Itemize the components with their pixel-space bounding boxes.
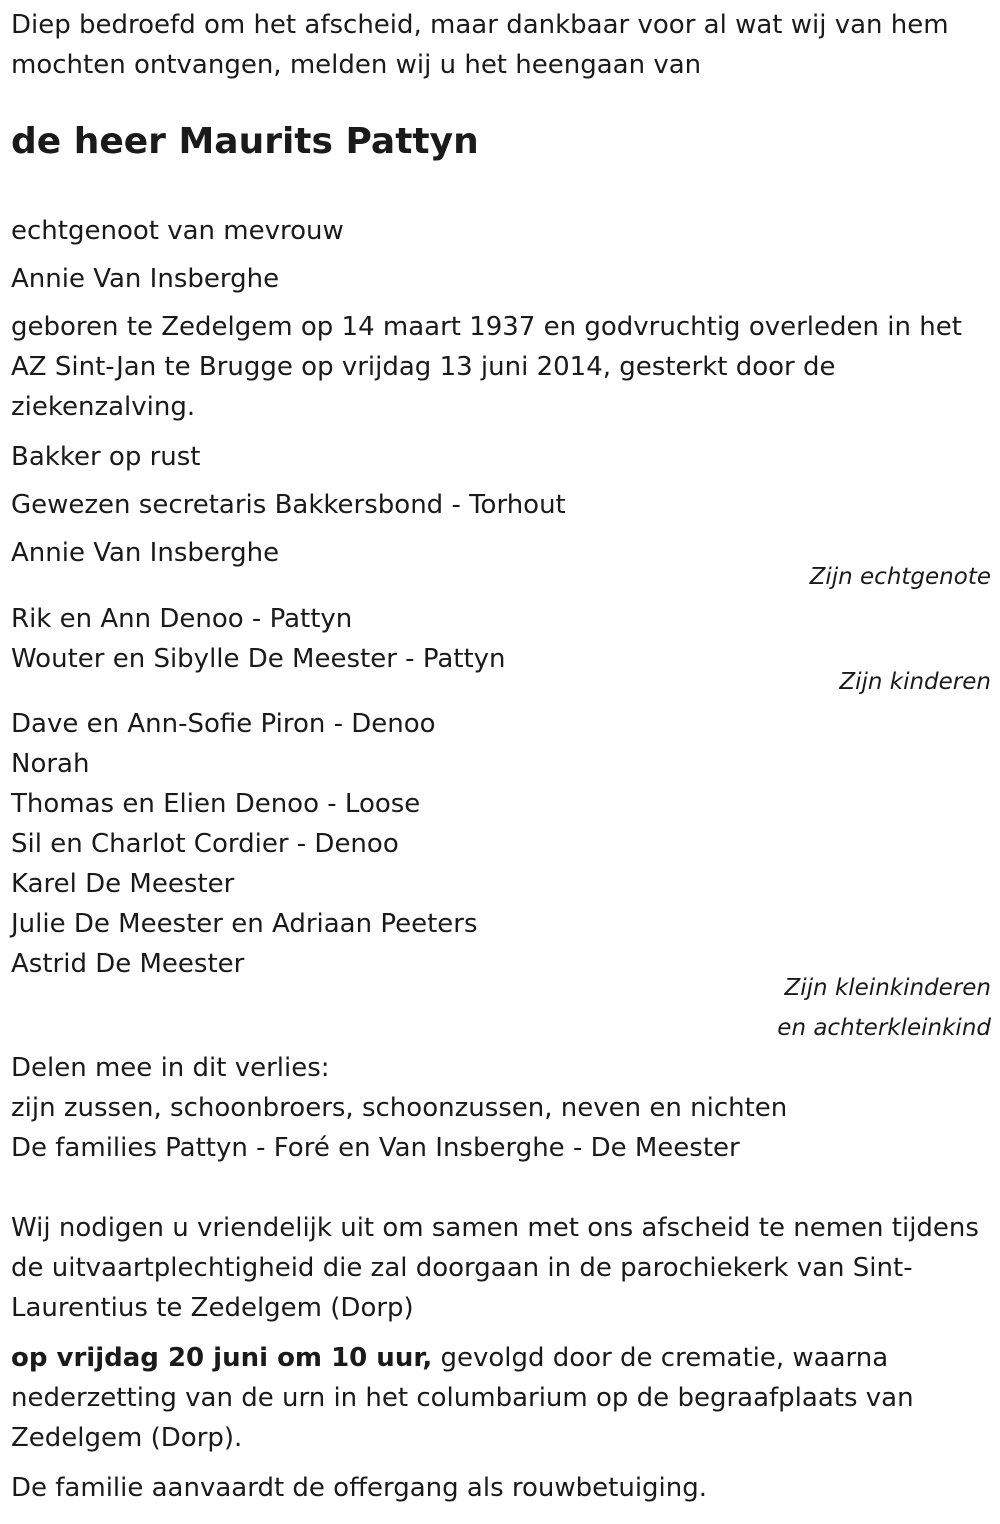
service-details-text: gevolgd door de crematie, waarna nederzetting van de urn in het columbarium op de begraafplaats van Zedelgem (Dorp). <box>11 1343 914 1453</box>
mourner-name: Dave en Ann-Sofie Piron - Denoo <box>11 709 436 739</box>
share-heading: Delen mee in dit verlies: <box>11 1053 330 1083</box>
mourner-role: Zijn kleinkinderen <box>784 975 991 1001</box>
deceased-name: de heer Maurits Pattyn <box>11 121 479 162</box>
spouse-name: Annie Van Insberghe <box>11 264 280 294</box>
mourner-role: Zijn echtgenote <box>809 564 991 590</box>
mourner-name: Wouter en Sibylle De Meester - Pattyn <box>11 644 506 674</box>
invitation-text: Wij nodigen u vriendelijk uit om samen met ons afscheid te nemen tijdens de uitvaartplechtigheid die zal doorgaan in de parochiekerk van Sint-Laurentius te Zedelgem (Dorp) <box>11 1213 979 1323</box>
mourner-group-spouse <box>11 533 991 597</box>
mourner-name: Thomas en Elien Denoo - Loose <box>11 789 421 819</box>
mourner-name: Sil en Charlot Cordier - Denoo <box>11 829 399 859</box>
mourner-role: en achterkleinkind <box>777 1015 991 1041</box>
intro-text: Diep bedroefd om het afscheid, maar dankbaar voor al wat wij van hem mochten ontvangen, melden wij u het heengaan van <box>11 10 949 80</box>
occupation: Bakker op rust <box>11 442 201 472</box>
share-line: zijn zussen, schoonbroers, schoonzussen, neven en nichten <box>11 1093 788 1123</box>
share-line: De families Pattyn - Foré en Van Insberghe - De Meester <box>11 1133 740 1163</box>
mourner-name: Julie De Meester en Adriaan Peeters <box>11 909 478 939</box>
mourner-role: Zijn kinderen <box>839 669 991 695</box>
mourner-name: Norah <box>11 749 90 779</box>
share-section <box>11 1048 991 1168</box>
mourner-group-children <box>11 599 991 702</box>
mourner-name: Astrid De Meester <box>11 949 245 979</box>
mourner-name: Rik en Ann Denoo - Pattyn <box>11 604 353 634</box>
closing-text: De familie aanvaardt de offergang als rouwbetuiging. <box>11 1473 708 1503</box>
mourner-name: Karel De Meester <box>11 869 235 899</box>
mourner-group-grandchildren <box>11 704 991 1048</box>
mourner-name: Annie Van Insberghe <box>11 538 280 568</box>
former-role: Gewezen secretaris Bakkersbond - Torhout <box>11 490 566 520</box>
obituary-notice <box>11 0 991 1518</box>
service-details <box>11 1338 983 1458</box>
service-when: op vrijdag 20 juni om 10 uur, <box>11 1343 433 1373</box>
birth-death-text: geboren te Zedelgem op 14 maart 1937 en godvruchtig overleden in het AZ Sint-Jan te Brugge op vrijdag 13 juni 2014, gesterkt door de ziekenzalving. <box>11 312 962 422</box>
spouse-intro: echtgenoot van mevrouw <box>11 216 344 246</box>
